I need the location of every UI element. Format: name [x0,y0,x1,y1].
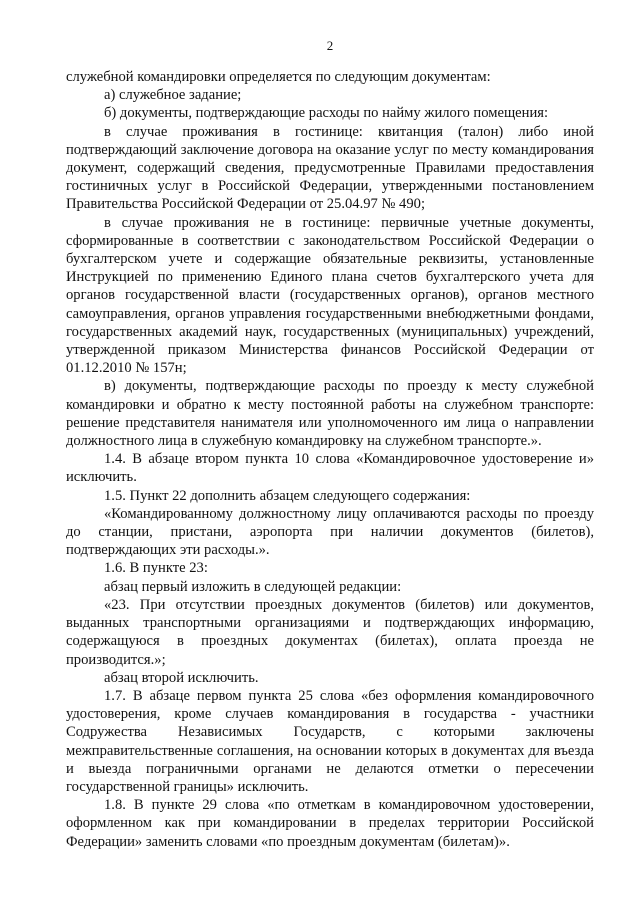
page-number: 2 [326,38,334,53]
document-body [66,68,594,851]
paragraph: 1.5. Пункт 22 дополнить абзацем следующего содержания: [104,487,471,504]
paragraph: в) документы, подтверждающие расходы по проезду к месту служебной командировки и обратно к месту постоянной работы на служебном транспорте: решение представителя нанимателя или уполномоченного им лица о направлении должностного лица в служебную командировку на служебном транспорте.». [66,378,594,450]
paragraph: б) документы, подтверждающие расходы по найму жилого помещения: [104,105,549,122]
paragraph: 1.8. В пункте 29 слова «по отметкам в командировочном удостоверении, оформленном как при командировании в пределах территории Российской Федерации» заменить словами «по проездным документам (билетам)». [66,797,594,850]
document-page [66,38,594,851]
paragraph: в случае проживания не в гостинице: первичные учетные документы, сформированные в соответствии с законодательством Российской Федерации о бухгалтерском учете и содержащие обязательные реквизиты, установленные Инструкцией по применению Единого плана счетов бухгалтерского учета для органов государственной власти (государственных органов), органов местного самоуправления, органов управления государственными внебюджетными фондами, государственных академий наук, государственных (муниципальных) учреждений, утвержденной приказом Министерства финансов Российской Федерации от 01.12.2010 № 157н; [66,214,594,377]
paragraph: абзац второй исключить. [104,669,259,686]
paragraph: 1.4. В абзаце втором пункта 10 слова «Командировочное удостоверение и» исключить. [66,451,594,486]
paragraph: 1.7. В абзаце первом пункта 25 слова «без оформления командировочного удостоверения, кроме случаев командирования в государства - участники Содружества Независимых Государств, с которыми заключены межправительственные соглашения, на основании которых в документах для въезда и выезда пограничными органами не делаются отметки о пересечении государственной границы» исключить. [66,687,594,795]
paragraph: служебной командировки определяется по следующим документам: [66,69,491,85]
paragraph: «Командированному должностному лицу оплачиваются расходы по проезду до станции, пристани, аэропорта при наличии документов (билетов), подтверждающих эти расходы.». [66,505,594,559]
paragraph: 1.6. В пункте 23: [104,560,208,577]
paragraph: а) служебное задание; [104,87,242,104]
paragraph: «23. При отсутствии проездных документов (билетов) или документов, выданных транспортными организациями и подтверждающих информацию, содержащуюся в проездных документах (билетах), оплата проезда не производится.»; [66,596,594,668]
paragraph: абзац первый изложить в следующей редакции: [104,578,402,595]
paragraph: в случае проживания в гостинице: квитанция (талон) либо иной подтверждающий заключение договора на оказание услуг по месту командирования документ, содержащий сведения, предусмотренные Правилами предоставления гостиничных услуг в Российской Федерации, утвержденными постановлением Правительства Российской Федерации от 25.04.97 № 490; [66,123,594,213]
